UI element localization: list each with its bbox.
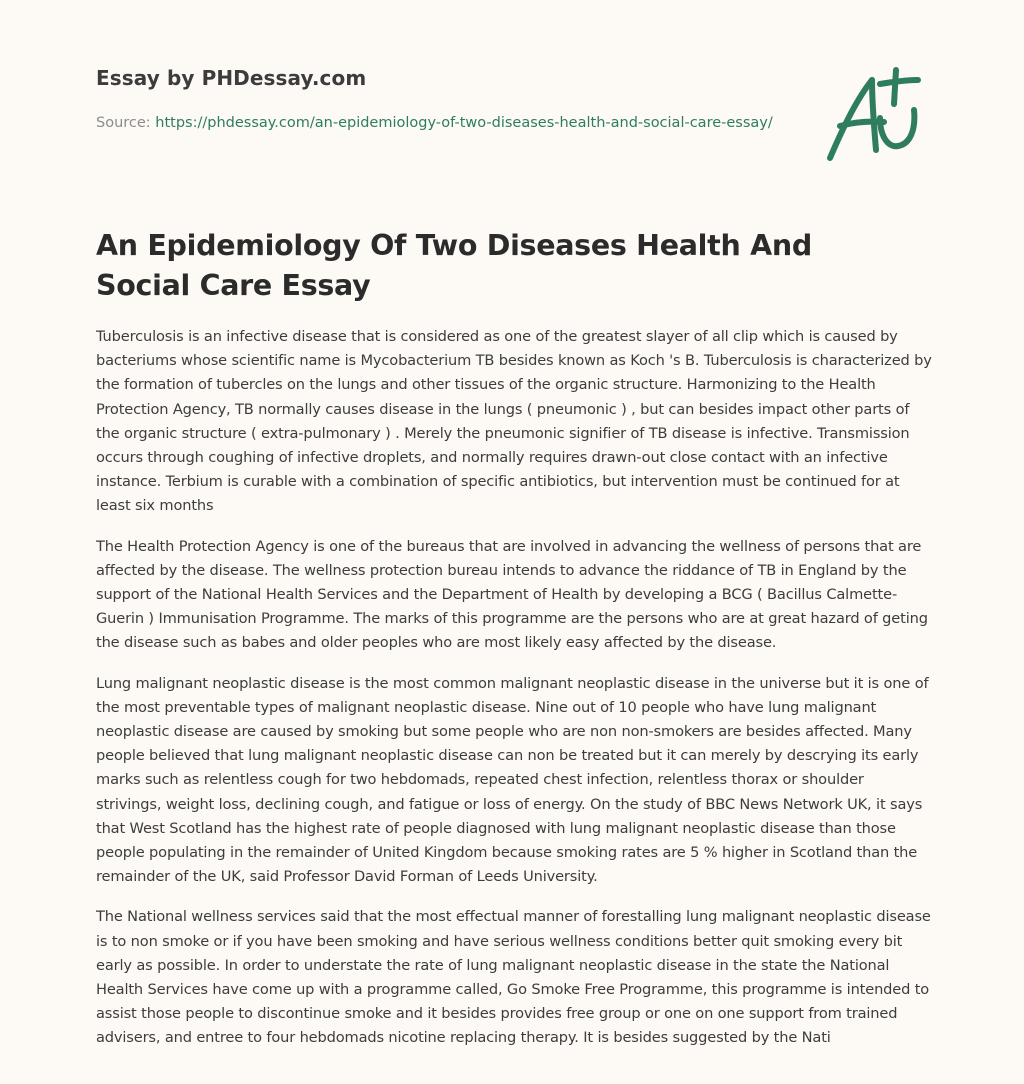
article-title: An Epidemiology Of Two Diseases Health And Social Care Essay — [96, 229, 812, 302]
paragraph: The National wellness services said that the most effectual manner of forestalling lung malignant neoplastic disease is to non smoke or if you have been smoking and have serious wellness conditions better quit smoking every bit early as possible. In order to understate the rate of lung malignant neoplastic disease in the state the National Health Services have come up with a programme called, Go Smoke Free Programme, this programme is intended to assist those people to discontinue smoke and it besides provides free group or one on one support from trained advisers, and entree to four hebdomads nicotine replacing therapy. It is besides suggested by the Nati — [96, 908, 931, 1047]
source-link[interactable]: https://phdessay.com/an-epidemiology-of-two-diseases-health-and-social-care-essay/ — [155, 115, 773, 131]
a-plus-logo-icon — [818, 64, 930, 168]
source-label: Source: — [96, 115, 151, 131]
article-body — [96, 325, 932, 1067]
paragraph: Tuberculosis is an infective disease that is considered as one of the greatest slayer of all clip which is caused by bacteriums whose scientific name is Mycobacterium TB besides known as Koch 's B. Tuberculosis is characterized by the formation of tubercles on the lungs and other tissues of the organic structure. Harmonizing to the Health Protection Agency, TB normally causes disease in the lungs ( pneumonic ) , but can besides impact other parts of the organic structure ( extra-pulmonary ) . Merely the pneumonic signifier of TB disease is infective. Transmission occurs through coughing of infective droplets, and normally requires drawn-out close contact with an infective instance. Terbium is curable with a combination of specific antibiotics, but intervention must be continued for at least six months — [96, 328, 932, 515]
site-brand: Essay by PHDessay.com — [96, 66, 367, 90]
paragraph: Lung malignant neoplastic disease is the most common malignant neoplastic disease in the universe but it is one of the most preventable types of malignant neoplastic disease. Nine out of 10 people who have lung malignant neoplastic disease are caused by smoking but some people who are non non-smokers are besides affected. Many people believed that lung malignant neoplastic disease can non be treated but it can merely by descrying its early marks such as relentless cough for two hebdomads, repeated chest infection, relentless thorax or shoulder strivings, weight loss, declining cough, and fatigue or loss of energy. On the study of BBC News Network UK, it says that West Scotland has the highest rate of people diagnosed with lung malignant neoplastic disease than those people populating in the remainder of United Kingdom because smoking rates are 5 % higher in Scotland than the remainder of the UK, said Professor David Forman of Leeds University. — [96, 674, 929, 886]
source-line — [96, 112, 776, 134]
paragraph: The Health Protection Agency is one of the bureaus that are involved in advancing the wellness of persons that are affected by the disease. The wellness protection bureau intends to advance the riddance of TB in England by the support of the National Health Services and the Department of Health by developing a BCG ( Bacillus Calmette-Guerin ) Immunisation Programme. The marks of this programme are the persons who are at great hazard of geting the disease such as babes and older peoples who are most likely easy affected by the disease. — [96, 537, 928, 652]
